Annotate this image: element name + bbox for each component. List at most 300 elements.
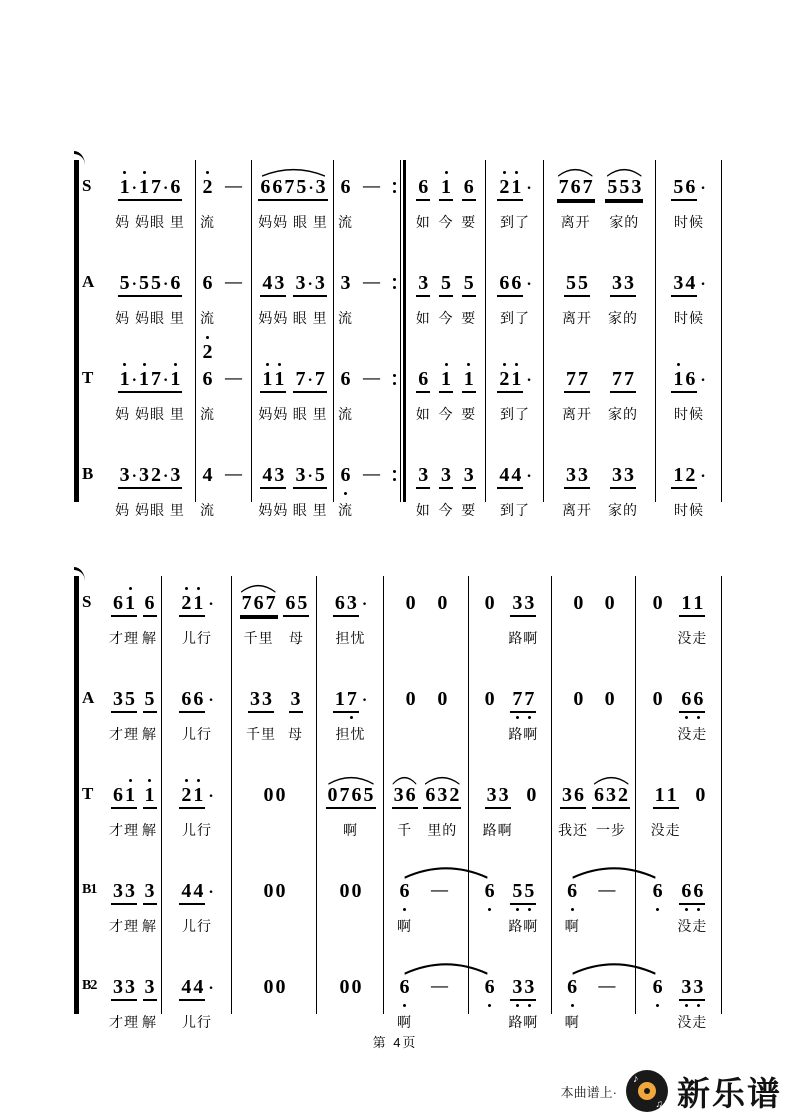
jianpu-note: 1 (334, 688, 345, 710)
voice-label-cell (74, 448, 104, 544)
measure-cell (196, 448, 252, 544)
note-group (671, 368, 706, 422)
note-group (142, 880, 157, 934)
lyric: 儿行 (182, 1014, 212, 1030)
lyric: 千里 (246, 726, 276, 742)
jianpu-note: 6 (594, 784, 604, 806)
octave-dot-above (123, 171, 126, 174)
lyric: 千里 (243, 630, 274, 646)
measure-cell (334, 256, 390, 352)
note-group (677, 880, 707, 934)
jianpu-note: 6 (566, 976, 578, 999)
note-group (590, 880, 623, 934)
jianpu-note: 1 (124, 592, 136, 615)
augmentation-dot: · (526, 372, 532, 389)
lyric: 没走 (650, 822, 681, 838)
measure-cell (317, 576, 384, 672)
slur-arc (392, 772, 417, 783)
jianpu-note: 6 (425, 784, 436, 806)
repeat-dot (393, 182, 396, 185)
system-brace-hook (74, 151, 85, 165)
measure-cell (384, 768, 469, 864)
note-group (461, 176, 476, 230)
lyric: 如 (415, 502, 431, 518)
note-group (677, 688, 707, 742)
note-group (142, 688, 157, 742)
jianpu-note: 2 (202, 341, 214, 364)
lyric: 离开 (562, 310, 592, 326)
system-1 (74, 160, 724, 544)
note-group (416, 368, 431, 422)
jianpu-note: 6 (484, 976, 496, 999)
note-group (651, 688, 665, 742)
lyric: 没走 (677, 1014, 708, 1030)
measure-cell (162, 864, 232, 960)
measure-cell (196, 256, 252, 352)
jianpu-note: 1 (124, 784, 136, 807)
lyric: 才理 (109, 630, 139, 646)
lyric: 离开 (562, 502, 592, 518)
note-group (109, 976, 139, 1030)
jianpu-note: 3 (524, 592, 535, 614)
site-brand-bar[interactable] (561, 1068, 782, 1114)
measure-cell (406, 448, 486, 544)
jianpu-note: 6 (170, 272, 181, 294)
repeat-dot (393, 278, 396, 281)
note-group (423, 784, 461, 838)
jianpu-note: 0 (437, 688, 448, 710)
lyric: 没走 (677, 726, 708, 742)
tie-arc (402, 863, 490, 879)
lyric: 到了 (500, 406, 530, 422)
jianpu-note: 0 (604, 688, 615, 710)
voice-label-B1: B1 (82, 882, 97, 897)
octave-dot-below (697, 1004, 700, 1007)
repeat-dot (393, 382, 396, 385)
jianpu-note: 5 (523, 880, 535, 903)
note-group (592, 784, 630, 838)
note-group (338, 976, 364, 1030)
note-group (671, 176, 706, 230)
note-group (497, 464, 532, 518)
octave-dot-above (206, 336, 209, 339)
octave-dot-below (344, 492, 347, 495)
lyric: 没走 (677, 630, 708, 646)
augmentation-dot: · (361, 692, 368, 709)
augmentation-dot: · (526, 180, 532, 197)
note-group (565, 880, 580, 934)
measure-cell (384, 672, 469, 768)
jianpu-note: 3 (346, 592, 357, 614)
note-group (423, 976, 456, 1030)
system-brace-hook (74, 567, 85, 581)
jianpu-note: 2 (498, 176, 510, 199)
voice-label-B2: B2 (82, 978, 97, 993)
jianpu-note: 1 (192, 784, 204, 807)
note-group: 3 · 3 2 · 3 妈 妈眼 里 (115, 464, 185, 518)
lyric: 啊 (397, 918, 412, 934)
note-group (200, 464, 215, 518)
measure-cell (196, 160, 252, 256)
note-group: 1 · 1 7 · 1 妈 妈眼 里 (115, 368, 185, 422)
jianpu-note: 2 (180, 784, 192, 807)
octave-dot-below (350, 716, 353, 719)
note-group (258, 368, 288, 422)
note-group: 3 · 3 眼 里 (292, 272, 328, 326)
note-group (338, 464, 353, 518)
lyric: 儿行 (182, 726, 212, 742)
jianpu-note: 4 (202, 464, 213, 486)
lyric: 啊 (564, 1014, 580, 1030)
note-group (262, 784, 288, 838)
note-group (200, 176, 215, 230)
measure-cell (317, 768, 384, 864)
jianpu-note: 7 (151, 176, 161, 198)
tie-arc (402, 959, 490, 975)
jianpu-note: 0 (573, 592, 584, 614)
note-group (439, 176, 454, 230)
jianpu-note: 3 (606, 784, 616, 806)
note-group (355, 464, 388, 518)
lyric: 我还 (558, 822, 588, 838)
note-group (571, 592, 585, 646)
voice-label-cell (74, 160, 104, 256)
lyric: 妈妈 (258, 406, 289, 422)
lyric: 路啊 (508, 630, 539, 646)
voice-label-T: T (82, 368, 94, 387)
jianpu-note: 3 (295, 464, 306, 486)
slur-arc (606, 164, 642, 175)
voice-label-T: T (82, 784, 94, 803)
measure-cell (104, 160, 196, 256)
jianpu-note: 6 (285, 592, 296, 614)
jianpu-note: 0 (652, 592, 663, 614)
jianpu-note: 5 (151, 272, 161, 294)
jianpu-note: 1 (681, 592, 692, 614)
jianpu-note: 0 (484, 592, 495, 614)
augmentation-dot: · (208, 980, 214, 997)
note-group (651, 880, 665, 934)
note-group (608, 464, 638, 518)
lyric: 流 (200, 406, 215, 422)
note-group (497, 368, 532, 422)
jianpu-note: 3 (612, 464, 622, 486)
jianpu-note: 4 (511, 464, 522, 486)
measure-cell (469, 672, 552, 768)
jianpu-note: 4 (262, 272, 273, 294)
measure-cell (486, 160, 544, 256)
jianpu-note: 3 (692, 976, 704, 999)
measure-cell (552, 864, 636, 960)
slur-arc (327, 772, 375, 783)
octave-dot-below (571, 1004, 574, 1007)
jianpu-note: 3 (631, 176, 642, 198)
measure-cell (552, 576, 636, 672)
jianpu-note: 6 (463, 176, 474, 198)
octave-dot-above (266, 363, 269, 366)
lyric: 妈 妈眼 里 (115, 214, 185, 230)
note-group (109, 592, 139, 646)
dash-extension: — (225, 272, 242, 291)
lyric: 才理 (109, 822, 139, 838)
jianpu-note: 2 (449, 784, 460, 806)
measure-cell (334, 352, 390, 448)
measure-cell (406, 256, 486, 352)
jianpu-note: 1 (169, 368, 181, 391)
jianpu-note: 6 (202, 272, 213, 294)
note-group (355, 272, 388, 326)
lyric: 路啊 (508, 726, 539, 742)
jianpu-note: 1 (138, 176, 150, 199)
lyric: 眼 里 (292, 502, 328, 518)
lyric: 儿行 (182, 630, 212, 646)
voice-label-cell (74, 256, 104, 352)
measure-cell (196, 341, 252, 448)
note-group (217, 368, 250, 422)
dash-extension: — (363, 464, 380, 483)
measure-cell (104, 672, 162, 768)
octave-dot-below (488, 1004, 491, 1007)
jianpu-note: 4 (499, 464, 510, 486)
jianpu-note: 6 (144, 592, 155, 614)
jianpu-note: 1 (440, 176, 452, 199)
jianpu-note: 7 (582, 176, 593, 198)
note-group (651, 784, 681, 838)
lyric: 离开 (562, 406, 592, 422)
lyric: 流 (200, 310, 215, 326)
repeat-barline (390, 256, 406, 352)
lyric: 到了 (500, 502, 530, 518)
lyric: 时候 (674, 310, 704, 326)
augmentation-dot: · (526, 468, 532, 485)
jianpu-note: 3 (250, 688, 260, 710)
repeat-barline (390, 352, 406, 448)
dash-extension: — (431, 880, 448, 899)
dash-extension: — (225, 464, 242, 483)
jianpu-note: 3 (562, 784, 572, 806)
jianpu-note: 0 (573, 688, 584, 710)
note-group (562, 368, 592, 422)
lyric: 啊 (343, 822, 358, 838)
octave-dot-above (445, 363, 448, 366)
jianpu-note: 6 (652, 976, 664, 999)
note-group (416, 176, 431, 230)
octave-dot-below (528, 1004, 531, 1007)
jianpu-note: 7 (151, 368, 161, 390)
jianpu-note: 6 (680, 880, 692, 903)
lyric: 妈妈 (258, 502, 289, 518)
note-group (508, 688, 538, 742)
octave-dot-above (503, 363, 506, 366)
jianpu-note: 7 (566, 368, 576, 390)
note-group (179, 784, 214, 838)
octave-dot-below (697, 908, 700, 911)
lyric: 时候 (674, 502, 704, 518)
note-group (608, 368, 638, 422)
note-group (671, 464, 706, 518)
chord-note-above (201, 341, 215, 364)
lyric: 今 (438, 310, 454, 326)
note-group (246, 688, 276, 742)
lyric: 担忧 (335, 726, 366, 742)
measure-cell (162, 672, 232, 768)
measure-cell (544, 352, 656, 448)
tie-arc (570, 959, 658, 975)
lyric: 流 (338, 502, 353, 518)
measure-cell (636, 768, 722, 864)
note-group (397, 976, 412, 1030)
measure-cell (552, 768, 636, 864)
jianpu-note: 3 (144, 880, 155, 902)
note-group (671, 272, 706, 326)
repeat-dot (393, 478, 396, 481)
note-group (217, 176, 250, 230)
octave-dot-above (503, 171, 506, 174)
jianpu-note: 3 (144, 976, 155, 998)
note-group (483, 688, 497, 742)
measure-cell (486, 352, 544, 448)
octave-dot-above (197, 587, 200, 590)
octave-dot-above (206, 171, 209, 174)
octave-dot-below (528, 716, 531, 719)
measure-cell (544, 256, 656, 352)
lyric: 今 (438, 502, 454, 518)
voice-label-cell (74, 352, 104, 448)
note-group (461, 368, 476, 422)
lyric: 解 (142, 726, 157, 742)
jianpu-note: 1 (273, 368, 285, 391)
jianpu-note: 3 (578, 464, 588, 486)
lyric: 家的 (609, 214, 640, 230)
lyric: 路啊 (482, 822, 513, 838)
note-group (651, 592, 665, 646)
note-group (179, 688, 214, 742)
note-group (557, 176, 595, 230)
octave-dot-below (516, 1004, 519, 1007)
jianpu-note: 5 (144, 688, 155, 710)
note-group (571, 688, 585, 742)
lyric: 时候 (674, 406, 704, 422)
note-group (240, 592, 278, 646)
jianpu-note: 5 (314, 464, 325, 486)
slur-arc (557, 164, 593, 175)
note-group (179, 976, 214, 1030)
voice-label-S: S (82, 176, 92, 195)
lyric: 流 (338, 310, 353, 326)
note-group (283, 592, 309, 646)
note-group (404, 592, 418, 646)
lyric: 才理 (109, 918, 139, 934)
lyric: 儿行 (182, 822, 212, 838)
lyric: 如 (415, 406, 431, 422)
jianpu-note: 2 (618, 784, 628, 806)
lyric: 解 (142, 1014, 157, 1030)
measure-cell (232, 672, 317, 768)
jianpu-note: 1 (672, 368, 684, 391)
note-group (461, 272, 476, 326)
octave-dot-above (677, 363, 680, 366)
music-note-icon: ♫ (655, 1099, 663, 1110)
slur-arc (260, 164, 327, 175)
measure-cell (252, 160, 334, 256)
repeat-dot (393, 286, 396, 289)
jianpu-note: 0 (405, 688, 416, 710)
measure-cell (636, 672, 722, 768)
note-group (179, 592, 214, 646)
jianpu-note: 7 (346, 688, 358, 711)
octave-dot-above (185, 587, 188, 590)
measure-cell (544, 160, 656, 256)
dash-extension: — (363, 176, 380, 195)
note-group (483, 880, 497, 934)
jianpu-note: 7 (314, 368, 325, 390)
tie-arc (570, 863, 658, 879)
note-group (562, 272, 592, 326)
jianpu-note: 5 (119, 272, 130, 294)
note-group (355, 176, 388, 230)
jianpu-note: 0 (263, 976, 274, 998)
augmentation-dot: · (526, 276, 532, 293)
measure-cell (552, 672, 636, 768)
lyric: 儿行 (182, 918, 212, 934)
voice-label-cell (74, 576, 104, 672)
lyric: 要 (461, 502, 477, 518)
note-group (258, 464, 288, 518)
jianpu-note: 0 (339, 880, 350, 902)
repeat-dot (393, 470, 396, 473)
jianpu-note: 3 (418, 464, 429, 486)
jianpu-note: 0 (275, 784, 286, 806)
lyric: 要 (461, 310, 477, 326)
slur-arc (240, 580, 276, 591)
note-group (142, 976, 157, 1030)
measure-cell (232, 768, 317, 864)
note-group (262, 880, 288, 934)
jianpu-note: 6 (272, 176, 283, 198)
note-group (603, 688, 617, 742)
lyric: 解 (142, 822, 157, 838)
jianpu-note: 0 (263, 784, 274, 806)
note-group (483, 592, 497, 646)
note-group (109, 880, 139, 934)
augmentation-dot: · (208, 596, 214, 613)
note-group (338, 176, 353, 230)
jianpu-note: 3 (624, 272, 634, 294)
measure-cell (406, 160, 486, 256)
jianpu-note: 0 (437, 592, 448, 614)
lyric: 解 (142, 630, 157, 646)
note-group (508, 976, 538, 1030)
measure-cell (252, 448, 334, 544)
lyric: 要 (461, 406, 477, 422)
measure-cell (252, 256, 334, 352)
jianpu-note: 5 (607, 176, 618, 198)
note-group (338, 272, 353, 326)
jianpu-note: 5 (463, 272, 474, 294)
note-group (461, 464, 476, 518)
jianpu-note: 0 (484, 688, 495, 710)
augmentation-dot: · (700, 180, 706, 197)
octave-dot-below (571, 908, 574, 911)
jianpu-note: 3 (125, 976, 135, 998)
note-group (416, 272, 431, 326)
note-group (483, 784, 513, 838)
measure-cell (252, 352, 334, 448)
jianpu-note: 6 (685, 176, 696, 198)
measure-cell (406, 352, 486, 448)
dash-extension: — (363, 272, 380, 291)
lyric: 离开 (560, 214, 591, 230)
